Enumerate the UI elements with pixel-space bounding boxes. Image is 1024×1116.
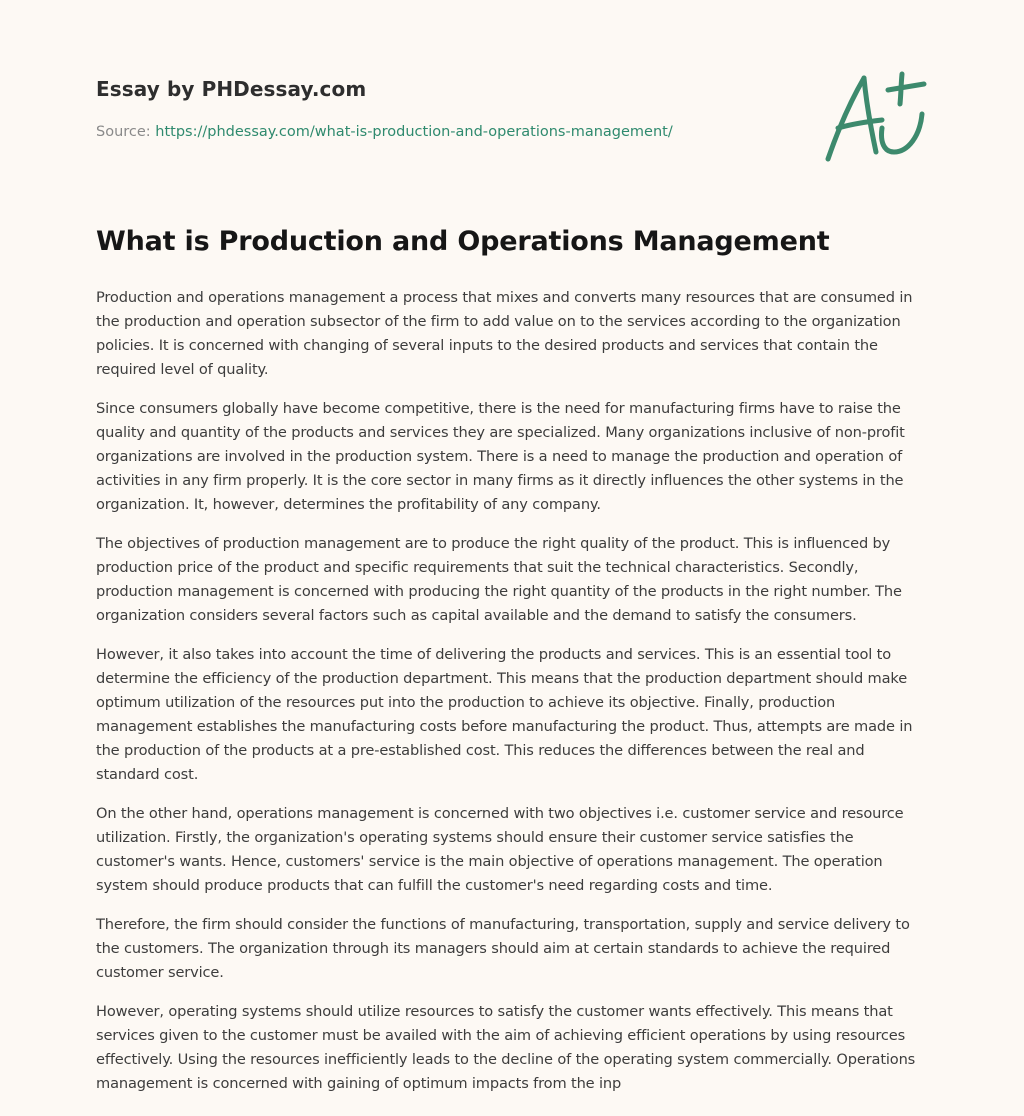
page-title: What is Production and Operations Management bbox=[96, 226, 830, 257]
source-line bbox=[96, 124, 673, 140]
paragraph: Therefore, the firm should consider the functions of manufacturing, transportation, supply and service delivery to the customers. The organization through its managers should aim at certain standards to achieve the required customer service. bbox=[96, 916, 910, 981]
paragraph: Since consumers globally have become competitive, there is the need for manufacturing firms have to raise the quality and quantity of the products and services they are specialized. Many organizations inclusive of non-profit organizations are involved in the production system. There is a need to manage the production and operation of activities in any firm properly. It is the core sector in many firms as it directly influences the other systems in the organization. It, however, determines the profitability of any company. bbox=[96, 400, 905, 513]
paragraph: The objectives of production management are to produce the right quality of the product. This is influenced by production price of the product and specific requirements that suit the technical characteristics. Secondly, production management is concerned with producing the right quantity of the products in the right number. The organization considers several factors such as capital available and the demand to satisfy the consumers. bbox=[96, 535, 902, 624]
paragraph: However, it also takes into account the time of delivering the products and services. This is an essential tool to determine the efficiency of the production department. This means that the production department should make optimum utilization of the resources put into the production to achieve its objective. Finally, production management establishes the manufacturing costs before manufacturing the product. Thus, attempts are made in the production of the products at a pre-established cost. This reduces the differences between the real and standard cost. bbox=[96, 646, 913, 783]
paragraph: Production and operations management a process that mixes and converts many resources that are consumed in the production and operation subsector of the firm to add value on to the services according to the organization policies. It is concerned with changing of several inputs to the desired products and services that contain the required level of quality. bbox=[96, 289, 913, 378]
a-plus-logo-icon bbox=[820, 68, 932, 168]
paragraph: However, operating systems should utilize resources to satisfy the customer wants effectively. This means that services given to the customer must be availed with the aim of achieving efficient operations by using resources effectively. Using the resources inefficiently leads to the decline of the operating system commercially. Operations management is concerned with gaining of optimum impacts from the inp bbox=[96, 1003, 916, 1092]
essay-body bbox=[96, 286, 928, 1111]
source-link[interactable]: https://phdessay.com/what-is-production-and-operations-management/ bbox=[155, 124, 673, 140]
paragraph: On the other hand, operations management is concerned with two objectives i.e. customer service and resource utilization. Firstly, the organization's operating systems should ensure their customer service satisfies the customer's wants. Hence, customers' service is the main objective of operations management. The operation system should produce products that can fulfill the customer's need regarding costs and time. bbox=[96, 805, 904, 894]
source-label: Source: bbox=[96, 124, 156, 140]
site-brand: Essay by PHDessay.com bbox=[96, 77, 367, 101]
